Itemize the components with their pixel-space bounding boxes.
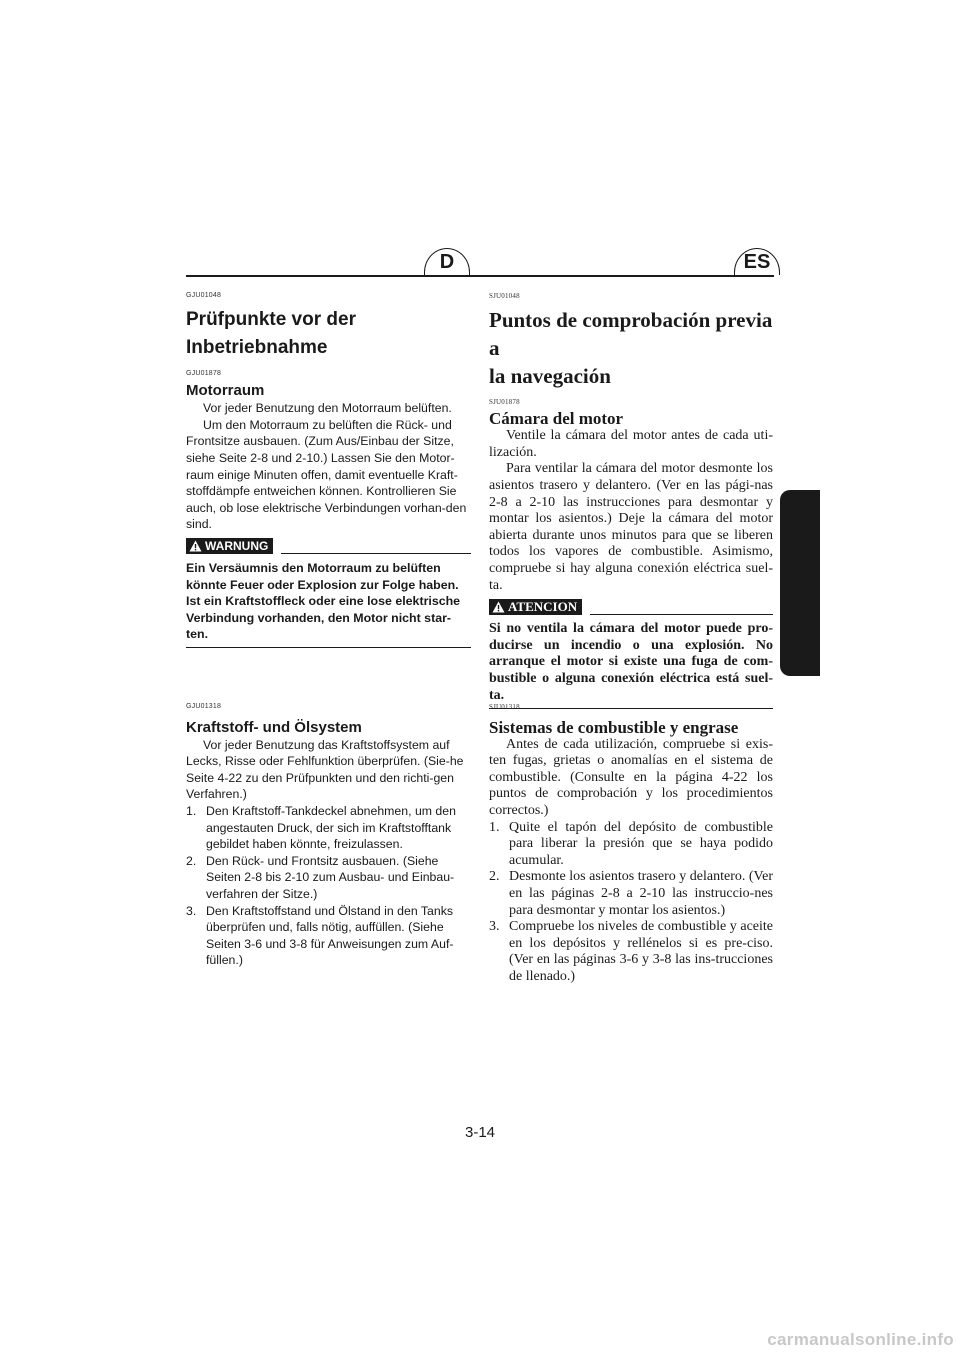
list-number: 1. xyxy=(489,819,500,835)
paragraph: Vor jeder Benutzung das Kraftstoffsystem auf Lecks, Risse oder Fehlfunktion überprüfen. (Sie-he Seite 4-22 zu den Prüfpunkten und den richti-gen Verfahren.) xyxy=(186,737,464,802)
language-label-spanish: ES xyxy=(734,248,780,275)
list-item xyxy=(489,820,773,870)
warning-bottom-rule xyxy=(186,647,471,648)
section-code: SJU01318 xyxy=(489,703,520,711)
numbered-list xyxy=(489,820,773,986)
warning-header xyxy=(186,538,471,554)
page-number: 3-14 xyxy=(464,1124,496,1141)
list-text: Compruebe los niveles de combustible y aceite en los depósitos y rellénelos si es pre-ciso. (Ver en las páginas 3-6 y 3-8 las ins-trucciones de llenado.) xyxy=(509,919,773,984)
list-item xyxy=(489,869,773,919)
watermark-link[interactable]: carmanualsonline.info xyxy=(767,1330,954,1349)
paragraph: Um den Motorraum zu belüften die Rück- und Frontsitze ausbauen. (Zum Aus/Einbau der Sitze, siehe Seite 2-8 und 2-10.) Lassen Sie den Motor-raum einige Minuten offen, damit eventuelle Kraft-stoffdämpfe entweichen können. Kontrollieren Sie auch, ob lose elektrische Verbindungen vorhan-den sind. xyxy=(186,417,467,532)
section-code: SJU01048 xyxy=(489,292,520,300)
warning-text: Si no ventila la cámara del motor puede pro-ducirse un incendio o una explosión. No arranque el motor si existe una fuga de com-bustible o alguna conexión eléctrica está suel-ta. xyxy=(489,621,773,703)
section-title-line: Puntos de comprobación previa a xyxy=(489,307,773,360)
subsection-title: Motorraum xyxy=(186,382,265,400)
section-code: SJU01878 xyxy=(489,397,520,406)
german-column-top xyxy=(186,288,471,648)
warning-label: ATENCION xyxy=(508,598,578,614)
warning-text: Ein Versäumnis den Motorraum zu belüften könnte Feuer oder Explosion zur Folge haben. Ist ein Kraftstoffleck oder eine lose elektrische Verbindung vorhanden, den Motor nicht star-ten. xyxy=(186,560,461,642)
paragraph: Ventile la cámara del motor antes de cada uti-lización. xyxy=(489,428,773,460)
paragraph: Para ventilar la cámara del motor desmonte los asientos trasero y delantero. (Ver en las pági-nas 2-8 a 2-10 las instrucciones para desmontar y montar los asientos.) Deje la cámara del motor abierta durante unos minutos para que se liberen todos los vapores de combustible. Asimismo, compruebe si hay alguna conexión eléctrica suel-ta. xyxy=(489,461,773,593)
section-code: GJU01318 xyxy=(186,703,222,710)
paragraph: Vor jeder Benutzung den Motorraum belüften. xyxy=(203,401,452,416)
list-text: Den Kraftstoff-Tankdeckel abnehmen, um den angestauten Druck, der sich im Kraftstofftank gebildet haben könnte, freizulassen. xyxy=(206,803,456,852)
paragraph: Antes de cada utilización, compruebe si exis-ten fugas, grietas o anomalías en el sistema de combustible. (Consulte en la página 4-22 los puntos de comprobación y los procedimientos correctos.) xyxy=(489,736,773,818)
list-text: Desmonte los asientos trasero y delantero. (Ver en las páginas 2-8 a 2-10 las instruccio-nes para desmontar y montar los asientos.) xyxy=(509,869,773,918)
section-title-line: Inbetriebnahme xyxy=(186,336,328,358)
list-number: 1. xyxy=(186,803,197,818)
list-item xyxy=(186,853,471,903)
section-title-line: Prüfpunkte vor der xyxy=(186,308,356,330)
spanish-column-bottom xyxy=(489,699,773,986)
warning-badge xyxy=(186,538,273,554)
list-number: 3. xyxy=(186,903,197,918)
list-item xyxy=(186,903,471,969)
list-number: 2. xyxy=(489,869,500,885)
subsection-title: Sistemas de combustible y engrase xyxy=(489,717,739,737)
german-column-bottom xyxy=(186,699,471,969)
warning-badge xyxy=(489,599,582,615)
numbered-list xyxy=(186,803,471,969)
section-title xyxy=(489,306,773,390)
list-text: Den Kraftstoffstand und Ölstand in den Tanks überprüfen und, falls nötig, auffüllen. (Siehe Seiten 3-6 und 3-8 für Anweisungen zum Auf-füllen.) xyxy=(206,903,454,968)
chapter-tab xyxy=(780,490,820,676)
list-item xyxy=(186,803,471,853)
list-text: Quite el tapón del depósito de combustible para liberar la presión que se haya podido acumular. xyxy=(509,819,773,868)
section-code: GJU01878 xyxy=(186,369,222,377)
spanish-column-top xyxy=(489,288,773,709)
list-number: 3. xyxy=(489,919,500,935)
list-item xyxy=(489,919,773,985)
subsection-title: Cámara del motor xyxy=(489,409,624,429)
list-number: 2. xyxy=(186,853,197,868)
warning-label: WARNUNG xyxy=(205,538,269,553)
warning-rule xyxy=(281,553,471,554)
warning-triangle-icon xyxy=(492,601,505,613)
section-title xyxy=(186,306,471,362)
language-label-german: D xyxy=(424,248,470,275)
section-code: GJU01048 xyxy=(186,292,222,299)
warning-triangle-icon xyxy=(189,540,202,552)
warning-header xyxy=(489,599,773,615)
list-text: Den Rück- und Frontsitz ausbauen. (Siehe Seiten 2-8 bis 2-10 zum Ausbau- und Einbau-verfahren der Sitze.) xyxy=(206,853,455,901)
section-title-line: la navegación xyxy=(489,363,611,388)
header-rule xyxy=(186,275,774,277)
warning-rule xyxy=(590,614,773,615)
subsection-title: Kraftstoff- und Ölsystem xyxy=(186,718,362,736)
